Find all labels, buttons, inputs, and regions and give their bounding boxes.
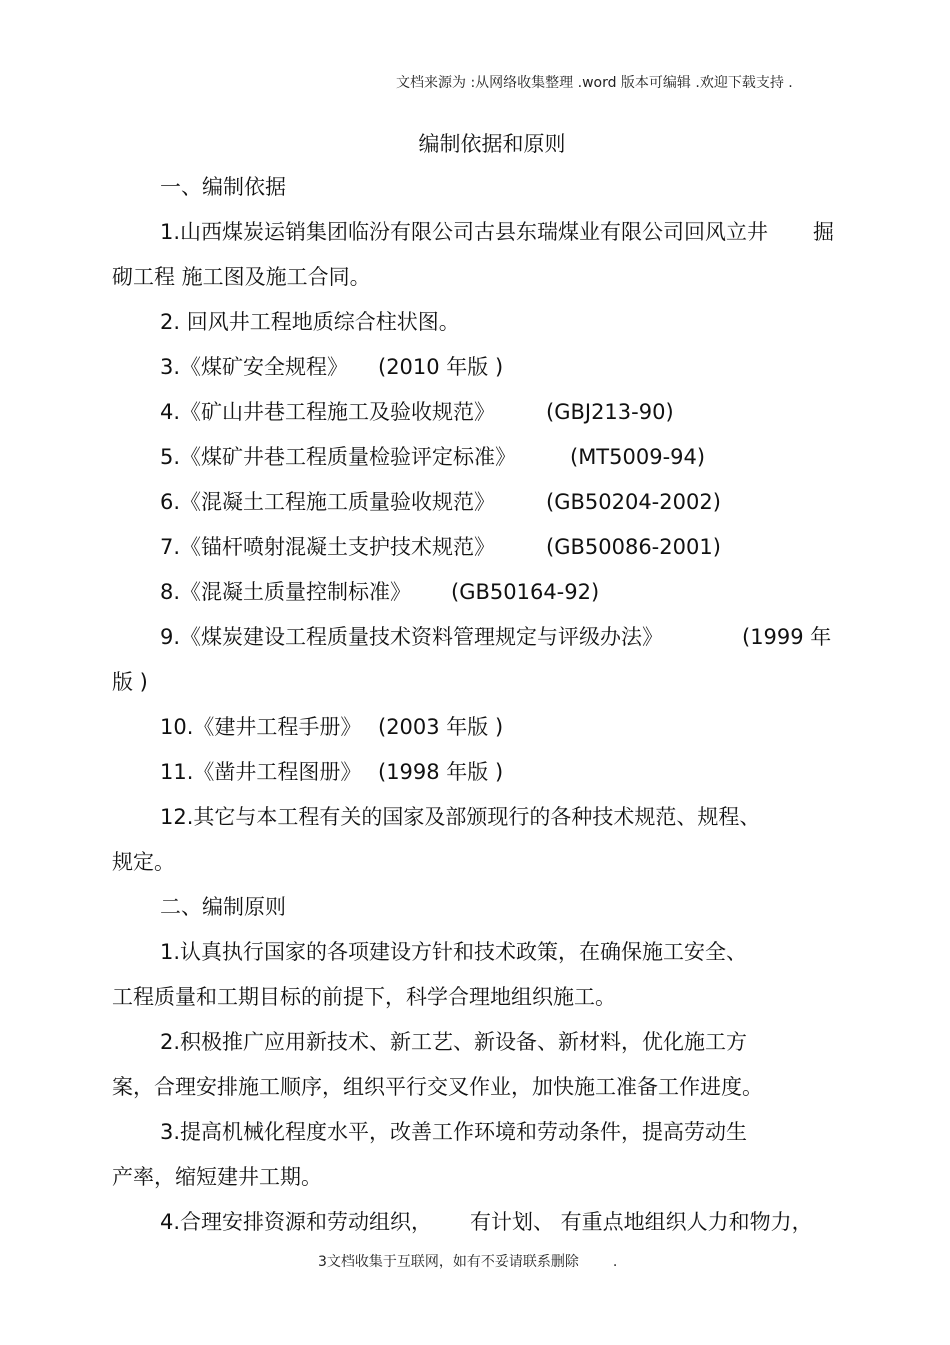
basis-item-7: 7.《锚杆喷射混凝土支护技术规范》 <box>160 535 496 559</box>
page-footer <box>318 1251 617 1271</box>
basis-item-4-code: (GBJ213-90) <box>546 400 674 424</box>
basis-item-9-code: (1999 年 <box>742 625 832 649</box>
basis-item-9-line2: 版 ) <box>112 670 148 694</box>
basis-item-7-code: (GB50086-2001) <box>546 535 721 559</box>
principle-item-2-line1: 2.积极推广应用新技术、新工艺、新设备、新材料，优化施工方 <box>160 1030 748 1054</box>
basis-item-12-line2: 规定。 <box>112 850 175 874</box>
principle-item-2-line2: 案，合理安排施工顺序，组织平行交叉作业，加快施工准备工作进度。 <box>112 1075 763 1099</box>
principle-item-3-line1: 3.提高机械化程度水平，改善工作环境和劳动条件，提高劳动生 <box>160 1120 748 1144</box>
basis-item-8-code: (GB50164-92) <box>451 580 600 604</box>
basis-item-1-line1-end: 掘 <box>813 220 834 244</box>
basis-item-11: 11.《凿井工程图册》 <box>160 760 362 784</box>
section-heading-principles: 二、编制原则 <box>160 895 286 919</box>
principle-item-3-line2: 产率，缩短建井工期。 <box>112 1165 322 1189</box>
principle-item-1-line2: 工程质量和工期目标的前提下，科学合理地组织施工。 <box>112 985 616 1009</box>
basis-item-2: 2. 回风井工程地质综合柱状图。 <box>160 310 460 334</box>
footer-dot: . <box>612 1254 618 1270</box>
basis-item-6: 6.《混凝土工程施工质量验收规范》 <box>160 490 496 514</box>
basis-item-1-line1: 1.山西煤炭运销集团临汾有限公司古县东瑞煤业有限公司回风立井 <box>160 220 769 244</box>
principle-item-1-line1: 1.认真执行国家的各项建设方针和技术政策，在确保施工安全、 <box>160 940 748 964</box>
page-title: 编制依据和原则 <box>418 132 566 156</box>
basis-item-5-code: (MT5009-94) <box>570 445 706 469</box>
section-heading-basis: 一、编制依据 <box>160 175 286 199</box>
basis-item-9: 9.《煤炭建设工程质量技术资料管理规定与评级办法》 <box>160 625 664 649</box>
basis-item-4: 4.《矿山井巷工程施工及验收规范》 <box>160 400 496 424</box>
basis-item-3: 3.《煤矿安全规程》 <box>160 355 349 379</box>
basis-item-12-line1: 12.其它与本工程有关的国家及部颁现行的各种技术规范、规程、 <box>160 805 761 829</box>
basis-item-1-line2: 砌工程 施工图及施工合同。 <box>112 265 371 289</box>
principle-item-4-line1-b: 有计划、 有重点地组织人力和物力， <box>470 1210 813 1234</box>
principle-item-4-line1: 4.合理安排资源和劳动组织， <box>160 1210 433 1234</box>
basis-item-5: 5.《煤矿井巷工程质量检验评定标准》 <box>160 445 517 469</box>
basis-item-8: 8.《混凝土质量控制标准》 <box>160 580 412 604</box>
basis-item-3-code: (2010 年版 ) <box>378 355 504 379</box>
source-header: 文档来源为 :从网络收集整理 .word 版本可编辑 .欢迎下载支持 . <box>396 75 793 91</box>
footer-note: 3文档收集于互联网，如有不妥请联系删除 <box>318 1254 579 1270</box>
basis-item-11-code: (1998 年版 ) <box>378 760 504 784</box>
basis-item-10-code: (2003 年版 ) <box>378 715 504 739</box>
basis-item-6-code: (GB50204-2002) <box>546 490 721 514</box>
basis-item-10: 10.《建井工程手册》 <box>160 715 362 739</box>
